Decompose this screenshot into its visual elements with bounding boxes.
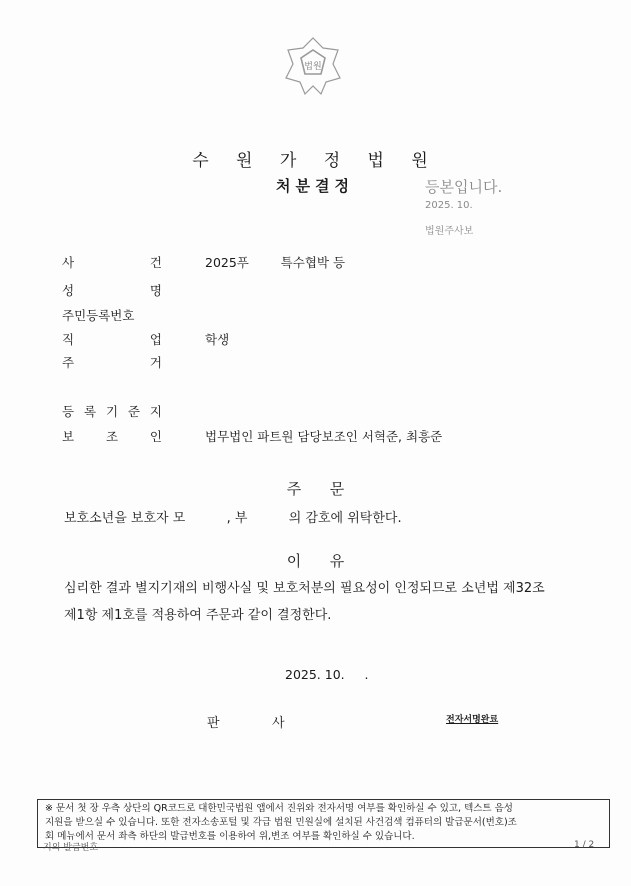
page-number: 1 / 2 [574, 840, 595, 850]
label-char: 인 [149, 429, 162, 444]
field-label-name [62, 281, 162, 299]
electronic-signature: 전자서명완료 [446, 715, 499, 725]
notice-line-2: 지원을 받으실 수 있습니다. 또한 전자소송포털 및 각급 법원 민원실에 설치된 사건검색 컴퓨터의 발급문서(번호)조 [45, 817, 517, 828]
label-char: 보 [62, 429, 75, 444]
certification-date: 2025. 10. [425, 200, 473, 211]
reason-line-1: 심리한 결과 별지기재의 비행사실 및 보호처분의 필요성이 인정되므로 소년법 제32조 [64, 581, 545, 596]
label-char: 기 [105, 404, 119, 419]
label-char: 성 [62, 283, 75, 298]
field-label-registration-base [62, 402, 162, 420]
certification-officer: 법원주사보 [425, 226, 474, 237]
label-char: 업 [149, 332, 162, 347]
label-char: 주 [62, 355, 75, 370]
judge-title-right: 사 [272, 716, 285, 731]
court-emblem [283, 36, 343, 96]
verification-notice [37, 799, 610, 848]
label-char: 지 [149, 404, 162, 419]
order-text: 보호소년을 보호자 모 , 부 의 감호에 위탁한다. [64, 511, 402, 526]
label-char: 건 [149, 255, 162, 270]
reason-heading: 이 유 [286, 552, 345, 570]
label-char: 거 [149, 355, 162, 370]
emblem-text: 법원 [304, 62, 322, 72]
label-char: 사 [62, 255, 75, 270]
field-label-residence [62, 353, 162, 371]
label-char: 명 [149, 283, 162, 298]
label-char: 직 [62, 332, 75, 347]
field-label-resident-number: 주민등록번호 [62, 308, 135, 323]
document-title: 처분결정 [276, 177, 354, 195]
field-label-case [62, 253, 162, 271]
label-char: 준 [127, 404, 140, 419]
field-value-case: 2025푸 특수협박 등 [205, 255, 346, 270]
order-heading: 주 문 [286, 480, 345, 498]
label-char: 록 [83, 404, 97, 419]
certification-stamp: 등본입니다. [425, 178, 503, 196]
court-name: 수 원 가 정 법 원 [192, 151, 439, 171]
notice-line-1: ※ 문서 첫 장 우측 상단의 QR코드로 대한민국법원 앱에서 진위와 전자서명 여부를 확인하실 수 있고, 텍스트 음성 [45, 803, 513, 814]
notice-line-3: 회 메뉴에서 문서 좌측 하단의 발급번호를 이용하여 위,변조 여부를 확인하실 수 있습니다. [45, 831, 415, 842]
label-char: 등 [62, 404, 75, 419]
judge-title-left: 판 [207, 716, 220, 731]
issue-number-label: 지의 발급번호 [43, 843, 99, 853]
label-char: 조 [105, 429, 119, 444]
decision-date: 2025. 10. . [285, 667, 369, 682]
field-label-occupation [62, 330, 162, 348]
field-value-occupation: 학생 [205, 332, 230, 347]
field-label-assistant [62, 427, 162, 445]
reason-line-2: 제1항 제1호를 적용하여 주문과 같이 결정한다. [64, 608, 332, 623]
field-value-assistant: 법무법인 파트원 담당보조인 서혁준, 최흥준 [205, 429, 443, 444]
